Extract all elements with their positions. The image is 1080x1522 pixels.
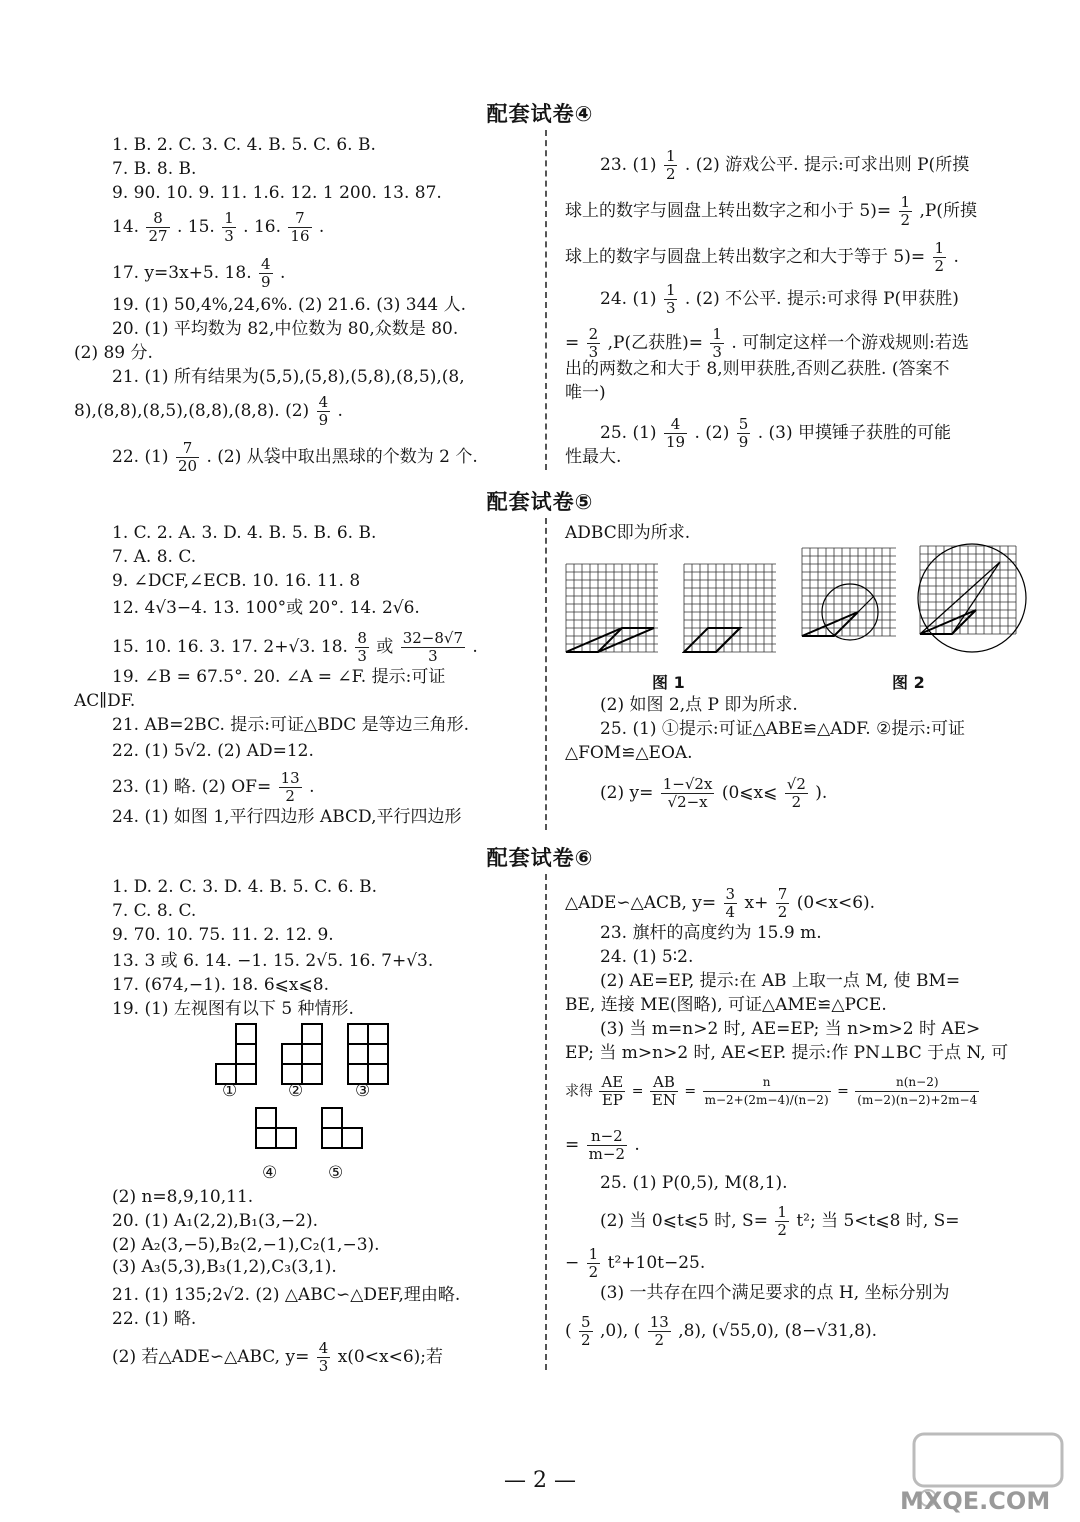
answer-line bbox=[565, 1314, 877, 1349]
answer-line: △FOM≌△EOA. bbox=[565, 743, 693, 763]
grid-figure-2a bbox=[800, 546, 898, 656]
text: ,0), ( bbox=[600, 1321, 641, 1341]
text: (0<x<6). bbox=[796, 893, 876, 913]
answer-line: 9. ∠DCF,∠ECB. 10. 16. 11. 8 bbox=[112, 571, 361, 591]
text: . bbox=[309, 777, 315, 797]
fraction: $\frac{3}{4}$ bbox=[725, 885, 736, 921]
answer-line bbox=[112, 440, 478, 475]
fraction: $\frac{1}{3}$ bbox=[224, 209, 234, 245]
text: 球上的数字与圆盘上转出数字之和大于等于 5)= bbox=[565, 247, 926, 267]
watermark-text: MXQE.COM bbox=[900, 1487, 1051, 1515]
diagram-label: ② bbox=[288, 1081, 304, 1101]
grid-figure-1a bbox=[564, 562, 660, 668]
answer-line: 1. D. 2. C. 3. D. 4. B. 5. C. 6. B. bbox=[112, 877, 378, 897]
fraction: $\frac{32-8√7}{3}$ bbox=[402, 629, 464, 665]
answer-line: (2) n=8,9,10,11. bbox=[112, 1187, 254, 1207]
answer-line: 21. (1) 所有结果为(5,5),(5,8),(5,8),(8,5),(8, bbox=[112, 367, 465, 387]
text: 23. (1) 略. (2) OF= bbox=[112, 777, 272, 797]
text: ,P(乙获胜)= bbox=[607, 333, 703, 353]
answer-line: 20. (1) 平均数为 82,中位数为 80,众数是 80. bbox=[112, 319, 459, 339]
answer-line: (3) 当 m=n>2 时, AE=EP; 当 n>m>2 时 AE> bbox=[600, 1019, 981, 1039]
text: . (3) 甲摸锤子获胜的可能 bbox=[757, 423, 951, 443]
text: 22. (1) bbox=[112, 447, 169, 467]
answer-line: (2) AE=EP, 提示:在 AB 上取一点 M, 使 BM= bbox=[600, 971, 961, 991]
answer-line bbox=[565, 886, 875, 921]
answer-line bbox=[600, 148, 969, 183]
text: 8),(8,8),(8,5),(8,8),(8,8). (2) bbox=[74, 401, 310, 421]
grid-figure-1b bbox=[682, 562, 778, 668]
text: − bbox=[565, 1253, 580, 1273]
section-title-test4: 配套试卷④ bbox=[486, 102, 594, 126]
answer-line: 唯一) bbox=[565, 383, 606, 403]
fraction: $\frac{7}{2}$ bbox=[777, 885, 788, 921]
answer-line: (3) 一共存在四个满足要求的点 H, 坐标分别为 bbox=[600, 1283, 950, 1303]
text: . 15. bbox=[176, 217, 215, 237]
answer-line: BE, 连接 ME(图略), 可证△AME≌△PCE. bbox=[565, 995, 887, 1015]
text: 14. bbox=[112, 217, 140, 237]
answer-line: 7. A. 8. C. bbox=[112, 547, 197, 567]
text: . bbox=[318, 217, 325, 237]
answer-line: 25. (1) ①提示:可证△ABE≌△ADF. ②提示:可证 bbox=[600, 719, 966, 739]
text: . bbox=[472, 637, 478, 657]
text: = bbox=[837, 1083, 849, 1100]
text: = bbox=[565, 1135, 580, 1155]
text: . bbox=[953, 247, 959, 267]
text: . bbox=[634, 1135, 640, 1155]
answer-line bbox=[112, 1340, 443, 1375]
diagram-label: ① bbox=[222, 1081, 238, 1101]
fraction: $\frac{7}{20}$ bbox=[177, 439, 198, 475]
fraction: $\frac{8}{27}$ bbox=[148, 209, 168, 245]
fraction: $\frac{AE}{EP}$ bbox=[601, 1073, 624, 1109]
answer-line bbox=[565, 1128, 640, 1163]
answer-line: 24. (1) 如图 1,平行四边形 ABCD,平行四边形 bbox=[112, 807, 462, 827]
text: . (2) bbox=[694, 423, 730, 443]
fraction: $\frac{4}{9}$ bbox=[261, 255, 271, 291]
answer-line: (2) A₂(3,−5),B₂(2,−1),C₂(1,−3). bbox=[112, 1235, 380, 1255]
answer-line: 22. (1) 略. bbox=[112, 1309, 197, 1329]
text: . 16. bbox=[243, 217, 281, 237]
text: . bbox=[337, 401, 343, 421]
text: 17. y=3x+5. 18. bbox=[112, 263, 252, 283]
text: . (2) 从袋中取出黑球的个数为 2 个. bbox=[206, 447, 478, 467]
diagram-label: ④ bbox=[262, 1163, 278, 1183]
answer-line bbox=[600, 282, 959, 317]
answer-line: EP; 当 m>n>2 时, AE<EP. 提示:作 PN⊥BC 于点 N, 可 bbox=[565, 1043, 1009, 1063]
diagram-label: ⑤ bbox=[328, 1163, 344, 1183]
answer-line: 21. AB=2BC. 提示:可证△BDC 是等边三角形. bbox=[112, 715, 470, 735]
answer-line: AC∥DF. bbox=[74, 691, 136, 711]
fraction: $\frac{4}{19}$ bbox=[665, 415, 686, 451]
answer-line: 1. B. 2. C. 3. C. 4. B. 5. C. 6. B. bbox=[112, 135, 376, 155]
text: △ADE∽△ACB, y= bbox=[565, 893, 717, 913]
text: (2) 若△ADE∽△ABC, y= bbox=[112, 1347, 310, 1367]
fraction: $\frac{5}{9}$ bbox=[738, 415, 749, 451]
fraction: $\frac{1}{2}$ bbox=[900, 193, 911, 229]
text: ( bbox=[565, 1321, 572, 1341]
answer-line: 25. (1) P(0,5), M(8,1). bbox=[600, 1173, 788, 1193]
answer-line bbox=[600, 776, 827, 811]
text: t²; 当 5<t⩽8 时, S= bbox=[796, 1211, 960, 1231]
answer-line: 性最大. bbox=[565, 447, 622, 467]
answer-line bbox=[112, 256, 285, 291]
fraction: $\frac{n}{m-2+(2m-4)/(n-2)}$ bbox=[704, 1075, 829, 1107]
fraction: $\frac{4}{9}$ bbox=[318, 393, 329, 429]
text: ,P(所摸 bbox=[919, 201, 977, 221]
text: 23. (1) bbox=[600, 155, 657, 175]
fraction: $\frac{13}{2}$ bbox=[649, 1313, 669, 1349]
fraction: $\frac{13}{2}$ bbox=[280, 769, 300, 805]
answer-line bbox=[565, 194, 977, 229]
answer-line: 9. 90. 10. 9. 11. 1.6. 12. 1 200. 13. 87. bbox=[112, 183, 442, 203]
figure-caption: 图 2 bbox=[892, 673, 925, 692]
answer-line: (2) 如图 2,点 P 即为所求. bbox=[600, 695, 798, 715]
answer-line bbox=[565, 1246, 705, 1281]
fraction: $\frac{1}{2}$ bbox=[665, 147, 676, 183]
text: 15. 10. 16. 3. 17. 2+√3. 18. bbox=[112, 637, 348, 657]
text: 球上的数字与圆盘上转出数字之和小于 5)= bbox=[565, 201, 892, 221]
figure-caption: 图 1 bbox=[652, 673, 685, 692]
fraction: $\frac{√2}{2}$ bbox=[786, 775, 806, 811]
answer-line: 7. C. 8. C. bbox=[112, 901, 197, 921]
answer-line bbox=[600, 416, 951, 451]
answer-line: 19. (1) 50,4%,24,6%. (2) 21.6. (3) 344 人. bbox=[112, 295, 467, 315]
fraction: $\frac{4}{3}$ bbox=[318, 1339, 329, 1375]
text: ). bbox=[815, 783, 828, 803]
answer-line bbox=[112, 210, 324, 245]
page-number: — 2 — bbox=[504, 1468, 576, 1493]
fraction: $\frac{2}{3}$ bbox=[588, 325, 599, 361]
column-divider bbox=[545, 874, 547, 1370]
text: x+ bbox=[744, 893, 769, 913]
fraction: $\frac{n-2}{m-2}$ bbox=[588, 1127, 625, 1163]
fraction: $\frac{1}{2}$ bbox=[777, 1203, 787, 1239]
answer-line: 13. 3 或 6. 14. −1. 15. 2√5. 16. 7+√3. bbox=[112, 951, 434, 971]
text: ,8), (√55,0), (8−√31,8). bbox=[678, 1321, 878, 1341]
text: x(0<x<6);若 bbox=[337, 1347, 443, 1367]
text: 25. (1) bbox=[600, 423, 657, 443]
answer-line bbox=[112, 770, 315, 805]
answer-line bbox=[565, 1074, 981, 1109]
answer-line: 21. (1) 135;2√2. (2) △ABC∽△DEF,理由略. bbox=[112, 1285, 461, 1305]
fraction: $\frac{5}{2}$ bbox=[581, 1313, 591, 1349]
text: (2) 当 0⩽t⩽5 时, S= bbox=[600, 1211, 768, 1231]
answer-line: (3) A₃(5,3),B₃(1,2),C₃(3,1). bbox=[112, 1257, 337, 1277]
answer-line: 24. (1) 5∶2. bbox=[600, 947, 694, 967]
text: (0⩽x⩽ bbox=[721, 783, 778, 803]
answer-line: 7. B. 8. B. bbox=[112, 159, 197, 179]
column-divider bbox=[545, 130, 547, 470]
text: . 可制定这样一个游戏规则:若选 bbox=[731, 333, 969, 353]
text: . bbox=[279, 263, 286, 283]
grid-figure-2b bbox=[912, 540, 1032, 664]
text: 24. (1) bbox=[600, 289, 657, 309]
answer-line bbox=[74, 394, 343, 429]
text: . (2) 游戏公平. 提示:可求出则 P(所摸 bbox=[684, 155, 970, 175]
fraction: $\frac{1}{3}$ bbox=[712, 325, 722, 361]
answer-line: (2) 89 分. bbox=[74, 343, 153, 363]
answer-line: 1. C. 2. A. 3. D. 4. B. 5. B. 6. B. bbox=[112, 523, 377, 543]
section-title-test5: 配套试卷⑤ bbox=[486, 490, 594, 514]
fraction: $\frac{AB}{EN}$ bbox=[651, 1073, 676, 1109]
fraction: $\frac{7}{16}$ bbox=[290, 209, 310, 245]
answer-line: 23. 旗杆的高度约为 15.9 m. bbox=[600, 923, 822, 943]
answer-line: ADBC即为所求. bbox=[565, 523, 691, 543]
answer-line bbox=[565, 240, 959, 275]
text: = bbox=[565, 333, 580, 353]
fraction: $\frac{8}{3}$ bbox=[357, 629, 367, 665]
fraction: $\frac{1}{2}$ bbox=[934, 239, 945, 275]
text: = bbox=[684, 1083, 697, 1100]
text: 求得 bbox=[565, 1083, 593, 1100]
text: t²+10t−25. bbox=[607, 1253, 706, 1273]
fraction: $\frac{1-√2x}{√2-x}$ bbox=[662, 775, 713, 811]
text: = bbox=[631, 1083, 644, 1100]
answer-line: 19. ∠B = 67.5°. 20. ∠A = ∠F. 提示:可证 bbox=[112, 667, 446, 687]
fraction: $\frac{1}{2}$ bbox=[588, 1245, 599, 1281]
column-divider bbox=[545, 518, 547, 830]
answer-line bbox=[565, 326, 969, 361]
answer-line: 19. (1) 左视图有以下 5 种情形. bbox=[112, 999, 354, 1019]
fraction: $\frac{1}{3}$ bbox=[665, 281, 676, 317]
diagram-label: ③ bbox=[355, 1081, 371, 1101]
answer-line bbox=[112, 630, 478, 665]
answer-line: 20. (1) A₁(2,2),B₁(3,−2). bbox=[112, 1211, 318, 1231]
fraction: $\frac{n(n-2)}{(m-2)(n-2)+2m-4}$ bbox=[857, 1075, 978, 1107]
text: 或 bbox=[376, 637, 394, 657]
answer-line: 22. (1) 5√2. (2) AD=12. bbox=[112, 741, 314, 761]
text: . (2) 不公平. 提示:可求得 P(甲获胜) bbox=[684, 289, 959, 309]
text: (2) y= bbox=[600, 783, 654, 803]
answer-line: 9. 70. 10. 75. 11. 2. 12. 9. bbox=[112, 925, 334, 945]
answer-line bbox=[600, 1204, 960, 1239]
answer-line: 17. (674,−1). 18. 6⩽x⩽8. bbox=[112, 975, 329, 995]
section-title-test6: 配套试卷⑥ bbox=[486, 846, 594, 870]
answer-line: 出的两数之和大于 8,则甲获胜,否则乙获胜. (答案不 bbox=[565, 359, 950, 379]
answer-line: 12. 4√3−4. 13. 100°或 20°. 14. 2√6. bbox=[112, 598, 420, 618]
